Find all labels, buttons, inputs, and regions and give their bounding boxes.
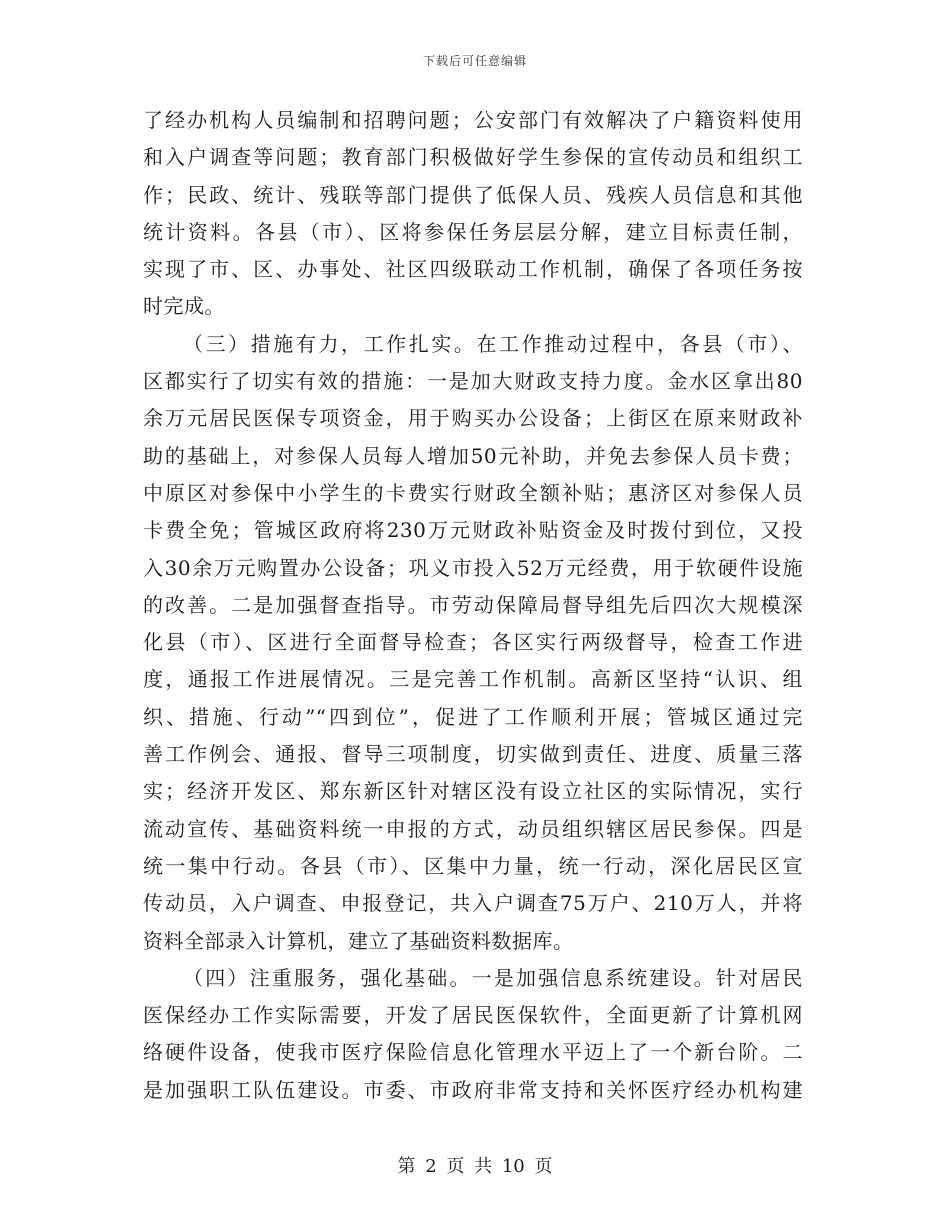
- text-line: 度，通报工作进展情况。三是完善工作机制。高新区坚持“认识、组: [143, 667, 803, 692]
- paragraph: [143, 102, 803, 326]
- text-line: 络硬件设备，使我市医疗保险信息化管理水平迈上了一个新台阶。二: [143, 1040, 803, 1065]
- text-line: 了经办机构人员编制和招聘问题；公安部门有效解决了户籍资料使用: [143, 108, 803, 132]
- page-header: 下载后可任意编辑: [422, 54, 527, 68]
- text-line: 中原区对参保中小学生的卡费实行财政全额补贴；惠济区对参保人员: [143, 480, 803, 505]
- text-line: 统计资料。各县（市）、区将参保任务层层分解，建立目标责任制，: [143, 219, 803, 244]
- text-line: 医保经办工作实际需要，开发了居民医保软件，全面更新了计算机网: [143, 1003, 803, 1028]
- text-line: 作；民政、统计、残联等部门提供了低保人员、残疾人员信息和其他: [143, 182, 803, 207]
- document-body: [143, 102, 803, 1109]
- text-line: 流动宣传、基础资料统一申报的方式，动员组织辖区居民参保。四是: [143, 816, 803, 841]
- text-line: 传动员，入户调查、申报登记，共入户调查75万户、210万人，并将: [143, 891, 803, 916]
- text-line: 区都实行了切实有效的措施：一是加大财政支持力度。金水区拿出80: [143, 369, 803, 394]
- paragraph: [143, 960, 803, 1109]
- text-line: 化县（市）、区进行全面督导检查；各区实行两级督导，检查工作进: [143, 630, 803, 655]
- text-line: （四）注重服务，强化基础。一是加强信息系统建设。针对居民: [183, 965, 803, 990]
- text-line: 统一集中行动。各县（市）、区集中力量，统一行动，深化居民区宣: [143, 853, 803, 878]
- text-line: 实；经济开发区、郑东新区针对辖区没有设立社区的实际情况，实行: [143, 779, 803, 804]
- text-line: 的改善。二是加强督查指导。市劳动保障局督导组先后四次大规模深: [143, 592, 803, 617]
- paragraph: [143, 326, 803, 960]
- text-line: （三）措施有力，工作扎实。在工作推动过程中，各县（市）、: [183, 331, 803, 356]
- text-line: 织、措施、行动”“四到位”，促进了工作顺利开展；管城区通过完: [143, 704, 803, 729]
- text-line: 余万元居民医保专项资金，用于购买办公设备；上街区在原来财政补: [143, 406, 803, 431]
- text-line: 是加强职工队伍建设。市委、市政府非常支持和关怀医疗经办机构建: [143, 1077, 803, 1102]
- text-line: 实现了市、区、办事处、社区四级联动工作机制，确保了各项任务按: [143, 257, 803, 282]
- text-line: 善工作例会、通报、督导三项制度，切实做到责任、进度、质量三落: [143, 742, 803, 767]
- text-line: 资料全部录入计算机，建立了基础资料数据库。: [143, 928, 574, 953]
- page-number-footer: 第 2 页 共 10 页: [397, 1156, 553, 1177]
- text-line: 卡费全免；管城区政府将230万元财政补贴资金及时拨付到位，又投: [143, 518, 803, 543]
- text-line: 时完成。: [143, 294, 225, 319]
- text-line: 助的基础上，对参保人员每人增加50元补助，并免去参保人员卡费；: [143, 443, 803, 468]
- text-line: 和入户调查等问题；教育部门积极做好学生参保的宣传动员和组织工: [143, 145, 803, 170]
- text-line: 入30余万元购置办公设备；巩义市投入52万元经费，用于软硬件设施: [143, 555, 803, 580]
